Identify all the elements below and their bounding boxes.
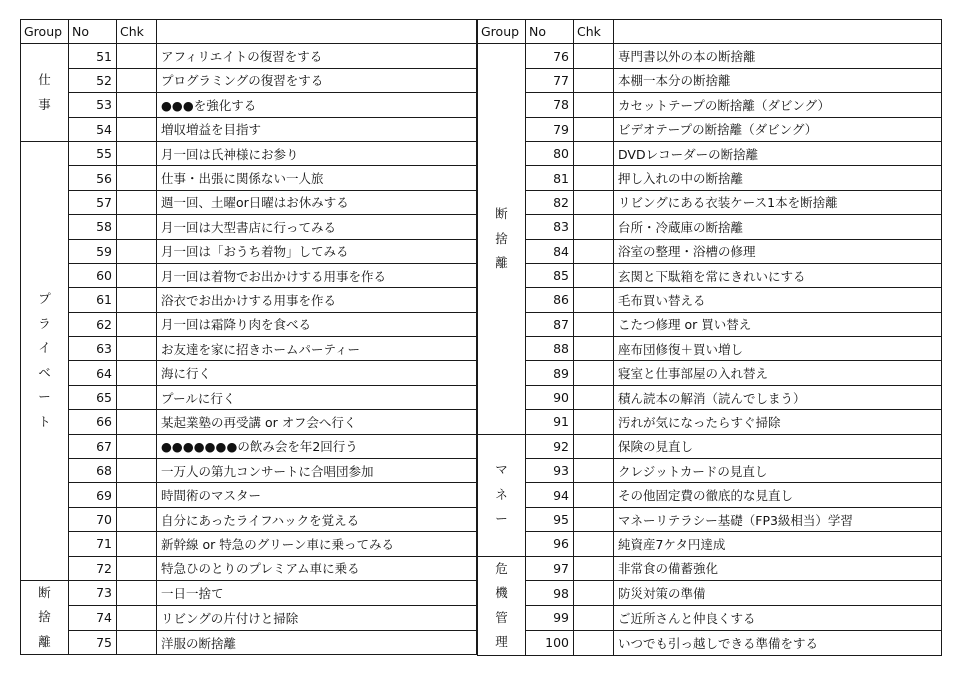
table-row — [21, 141, 477, 165]
table-row — [478, 93, 942, 117]
task-header — [157, 20, 477, 44]
check-cell[interactable] — [117, 630, 157, 655]
task-text: 月一回は「おうち着物」してみる — [157, 239, 477, 263]
table-row — [478, 263, 942, 287]
item-number: 72 — [69, 556, 117, 580]
group-label-char: ー — [38, 389, 51, 405]
item-number: 74 — [69, 605, 117, 630]
group-label — [21, 141, 69, 580]
item-number: 94 — [526, 483, 574, 507]
group-label-char: ー — [495, 511, 508, 527]
table-row — [478, 215, 942, 239]
check-cell[interactable] — [117, 215, 157, 239]
item-number: 65 — [69, 385, 117, 409]
item-number: 79 — [526, 117, 574, 141]
table-row — [478, 581, 942, 606]
check-cell[interactable] — [574, 507, 614, 531]
check-cell[interactable] — [574, 190, 614, 214]
table-row — [478, 117, 942, 141]
item-number: 99 — [526, 606, 574, 631]
header-row — [478, 20, 942, 44]
item-number: 93 — [526, 459, 574, 483]
group-header: Group — [478, 20, 526, 44]
item-number: 76 — [526, 44, 574, 68]
check-cell[interactable] — [117, 361, 157, 385]
task-text: マネーリテラシー基礎（FP3級相当）学習 — [614, 507, 942, 531]
task-text: 某起業塾の再受講 or オフ会へ行く — [157, 410, 477, 434]
group-label-char: 事 — [38, 96, 51, 112]
item-number: 63 — [69, 337, 117, 361]
table-row — [21, 93, 477, 117]
item-number: 64 — [69, 361, 117, 385]
task-text: 本棚一本分の断捨離 — [614, 68, 942, 92]
check-cell[interactable] — [574, 581, 614, 606]
table-row — [21, 239, 477, 263]
item-number: 61 — [69, 288, 117, 312]
task-text: ビデオテープの断捨離（ダビング） — [614, 117, 942, 141]
task-text: 洋服の断捨離 — [157, 630, 477, 655]
check-cell[interactable] — [117, 288, 157, 312]
check-cell[interactable] — [574, 556, 614, 581]
task-text: 非常食の備蓄強化 — [614, 556, 942, 581]
item-number: 100 — [526, 630, 574, 655]
table-row — [21, 166, 477, 190]
check-cell[interactable] — [574, 337, 614, 361]
task-text: ●●●を強化する — [157, 93, 477, 117]
item-number: 88 — [526, 337, 574, 361]
check-cell[interactable] — [574, 483, 614, 507]
chk-header: Chk — [117, 20, 157, 44]
check-cell[interactable] — [117, 239, 157, 263]
table-row — [21, 459, 477, 483]
group-label-char: 危 — [495, 560, 508, 576]
group-label-char: 断 — [38, 584, 51, 600]
check-cell[interactable] — [117, 483, 157, 507]
task-text: カセットテープの断捨離（ダビング） — [614, 93, 942, 117]
table-row — [21, 68, 477, 92]
table-row — [21, 483, 477, 507]
checklist-table-right — [477, 19, 942, 656]
check-cell[interactable] — [574, 312, 614, 336]
group-label — [478, 434, 526, 556]
item-number: 73 — [69, 580, 117, 605]
group-label-char: ベ — [38, 364, 51, 380]
group-label-char: イ — [38, 340, 51, 356]
table-row — [21, 385, 477, 409]
task-text: クレジットカードの見直し — [614, 459, 942, 483]
table-row — [21, 288, 477, 312]
no-header: No — [526, 20, 574, 44]
task-text: 台所・冷蔵庫の断捨離 — [614, 215, 942, 239]
check-cell[interactable] — [117, 312, 157, 336]
item-number: 77 — [526, 68, 574, 92]
check-cell[interactable] — [117, 507, 157, 531]
item-number: 58 — [69, 215, 117, 239]
task-text: 寝室と仕事部屋の入れ替え — [614, 361, 942, 385]
check-cell[interactable] — [574, 141, 614, 165]
task-text: 浴衣でお出かけする用事を作る — [157, 288, 477, 312]
task-text: 自分にあったライフハックを覚える — [157, 507, 477, 531]
task-text: 純資産7ケタ円達成 — [614, 532, 942, 556]
check-cell[interactable] — [574, 93, 614, 117]
item-number: 91 — [526, 410, 574, 434]
task-text: 月一回は着物でお出かけする用事を作る — [157, 263, 477, 287]
check-cell[interactable] — [574, 68, 614, 92]
task-text: 防災対策の準備 — [614, 581, 942, 606]
check-cell[interactable] — [574, 434, 614, 458]
item-number: 52 — [69, 68, 117, 92]
check-cell[interactable] — [117, 556, 157, 580]
table-row — [21, 507, 477, 531]
check-cell[interactable] — [574, 44, 614, 68]
table-row — [478, 556, 942, 581]
group-label-char: プ — [38, 291, 51, 307]
table-row — [478, 68, 942, 92]
table-row — [478, 190, 942, 214]
header-row — [21, 20, 477, 44]
group-label-char: 捨 — [495, 230, 508, 246]
group-label-char: 機 — [495, 585, 508, 601]
check-cell[interactable] — [574, 361, 614, 385]
group-label-char: 理 — [495, 634, 508, 650]
item-number: 67 — [69, 434, 117, 458]
check-cell[interactable] — [574, 532, 614, 556]
table-row — [21, 630, 477, 655]
task-text: プログラミングの復習をする — [157, 68, 477, 92]
checklist-table-left — [20, 19, 477, 655]
table-row — [478, 337, 942, 361]
table-row — [21, 580, 477, 605]
item-number: 75 — [69, 630, 117, 655]
table-row — [21, 263, 477, 287]
check-cell[interactable] — [117, 434, 157, 458]
table-row — [21, 434, 477, 458]
check-cell[interactable] — [574, 459, 614, 483]
task-text: 月一回は氏神様にお参り — [157, 141, 477, 165]
table-row — [21, 532, 477, 556]
check-cell[interactable] — [574, 215, 614, 239]
task-text: 月一回は大型書店に行ってみる — [157, 215, 477, 239]
group-label — [21, 44, 69, 142]
task-text: 積ん読本の解消（読んでしまう） — [614, 385, 942, 409]
table-row — [21, 337, 477, 361]
table-row — [478, 288, 942, 312]
group-label — [21, 580, 69, 655]
task-text: アフィリエイトの復習をする — [157, 44, 477, 68]
item-number: 97 — [526, 556, 574, 581]
check-cell[interactable] — [117, 459, 157, 483]
check-cell[interactable] — [117, 580, 157, 605]
item-number: 53 — [69, 93, 117, 117]
table-row — [478, 630, 942, 655]
item-number: 57 — [69, 190, 117, 214]
item-number: 56 — [69, 166, 117, 190]
item-number: 69 — [69, 483, 117, 507]
item-number: 78 — [526, 93, 574, 117]
task-text: 保険の見直し — [614, 434, 942, 458]
item-number: 60 — [69, 263, 117, 287]
task-text: 新幹線 or 特急のグリーン車に乗ってみる — [157, 532, 477, 556]
item-number: 89 — [526, 361, 574, 385]
item-number: 98 — [526, 581, 574, 606]
group-label-char: 管 — [495, 609, 508, 625]
task-text: 海に行く — [157, 361, 477, 385]
group-label-char: 離 — [495, 255, 508, 271]
item-number: 92 — [526, 434, 574, 458]
task-text: 押し入れの中の断捨離 — [614, 166, 942, 190]
item-number: 96 — [526, 532, 574, 556]
task-text: その他固定費の徹底的な見直し — [614, 483, 942, 507]
group-label-char: マ — [495, 462, 508, 478]
table-row — [478, 239, 942, 263]
task-text: 時間術のマスター — [157, 483, 477, 507]
check-cell[interactable] — [117, 93, 157, 117]
item-number: 71 — [69, 532, 117, 556]
item-number: 62 — [69, 312, 117, 336]
check-cell[interactable] — [574, 263, 614, 287]
item-number: 59 — [69, 239, 117, 263]
table-row — [478, 606, 942, 631]
task-text: 増収増益を目指す — [157, 117, 477, 141]
table-row — [478, 385, 942, 409]
table-row — [478, 410, 942, 434]
table-row — [478, 361, 942, 385]
task-text: こたつ修理 or 買い替え — [614, 312, 942, 336]
task-text: 玄関と下駄箱を常にきれいにする — [614, 263, 942, 287]
check-cell[interactable] — [117, 68, 157, 92]
table-row — [478, 483, 942, 507]
item-number: 83 — [526, 215, 574, 239]
table-row — [21, 556, 477, 580]
table-row — [478, 434, 942, 458]
table-row — [21, 312, 477, 336]
check-cell[interactable] — [117, 263, 157, 287]
check-cell[interactable] — [574, 410, 614, 434]
item-number: 95 — [526, 507, 574, 531]
task-text: 毛布買い替える — [614, 288, 942, 312]
check-cell[interactable] — [117, 337, 157, 361]
table-row — [21, 44, 477, 68]
check-cell[interactable] — [117, 605, 157, 630]
chk-header: Chk — [574, 20, 614, 44]
group-label-char: 断 — [495, 206, 508, 222]
table-row — [21, 215, 477, 239]
table-row — [21, 117, 477, 141]
table-row — [478, 141, 942, 165]
item-number: 85 — [526, 263, 574, 287]
check-cell[interactable] — [574, 385, 614, 409]
task-text: 特急ひのとりのプレミアム車に乗る — [157, 556, 477, 580]
check-cell[interactable] — [574, 606, 614, 631]
task-header — [614, 20, 942, 44]
check-cell[interactable] — [574, 239, 614, 263]
goal-checklist-sheet — [20, 19, 942, 653]
table-row — [478, 44, 942, 68]
check-cell[interactable] — [117, 166, 157, 190]
item-number: 70 — [69, 507, 117, 531]
item-number: 84 — [526, 239, 574, 263]
table-row — [21, 361, 477, 385]
task-text: 汚れが気になったらすぐ掃除 — [614, 410, 942, 434]
task-text: 座布団修復＋買い増し — [614, 337, 942, 361]
group-label-char: ネ — [495, 486, 508, 502]
group-label-char: 離 — [38, 633, 51, 649]
item-number: 87 — [526, 312, 574, 336]
check-cell[interactable] — [117, 532, 157, 556]
check-cell[interactable] — [117, 385, 157, 409]
task-text: プールに行く — [157, 385, 477, 409]
no-header: No — [69, 20, 117, 44]
task-text: 月一回は霜降り肉を食べる — [157, 312, 477, 336]
task-text: ●●●●●●●の飲み会を年2回行う — [157, 434, 477, 458]
group-label-char: ト — [38, 413, 51, 429]
task-text: いつでも引っ越しできる準備をする — [614, 630, 942, 655]
task-text: 一万人の第九コンサートに合唱団参加 — [157, 459, 477, 483]
task-text: リビングにある衣装ケース1本を断捨離 — [614, 190, 942, 214]
group-label-char: 捨 — [38, 609, 51, 625]
group-label-char: ラ — [38, 315, 51, 331]
check-cell[interactable] — [117, 44, 157, 68]
task-text: DVDレコーダーの断捨離 — [614, 141, 942, 165]
task-text: お友達を家に招きホームパーティー — [157, 337, 477, 361]
table-row — [478, 312, 942, 336]
check-cell[interactable] — [574, 630, 614, 655]
group-label — [478, 44, 526, 434]
table-row — [21, 605, 477, 630]
task-text: 専門書以外の本の断捨離 — [614, 44, 942, 68]
table-row — [478, 507, 942, 531]
check-cell[interactable] — [117, 190, 157, 214]
item-number: 55 — [69, 141, 117, 165]
check-cell[interactable] — [574, 117, 614, 141]
task-text: 浴室の整理・浴槽の修理 — [614, 239, 942, 263]
table-row — [478, 459, 942, 483]
group-label — [478, 556, 526, 655]
table-row — [21, 190, 477, 214]
check-cell[interactable] — [574, 288, 614, 312]
item-number: 68 — [69, 459, 117, 483]
check-cell[interactable] — [117, 141, 157, 165]
check-cell[interactable] — [117, 117, 157, 141]
task-text: リビングの片付けと掃除 — [157, 605, 477, 630]
task-text: 週一回、土曜or日曜はお休みする — [157, 190, 477, 214]
task-text: ご近所さんと仲良くする — [614, 606, 942, 631]
check-cell[interactable] — [574, 166, 614, 190]
table-row — [21, 410, 477, 434]
task-text: 仕事・出張に関係ない一人旅 — [157, 166, 477, 190]
item-number: 81 — [526, 166, 574, 190]
check-cell[interactable] — [117, 410, 157, 434]
item-number: 82 — [526, 190, 574, 214]
task-text: 一日一捨て — [157, 580, 477, 605]
group-label-char: 仕 — [38, 72, 51, 88]
table-row — [478, 166, 942, 190]
item-number: 86 — [526, 288, 574, 312]
group-header: Group — [21, 20, 69, 44]
item-number: 90 — [526, 385, 574, 409]
table-row — [478, 532, 942, 556]
item-number: 51 — [69, 44, 117, 68]
item-number: 66 — [69, 410, 117, 434]
item-number: 80 — [526, 141, 574, 165]
item-number: 54 — [69, 117, 117, 141]
